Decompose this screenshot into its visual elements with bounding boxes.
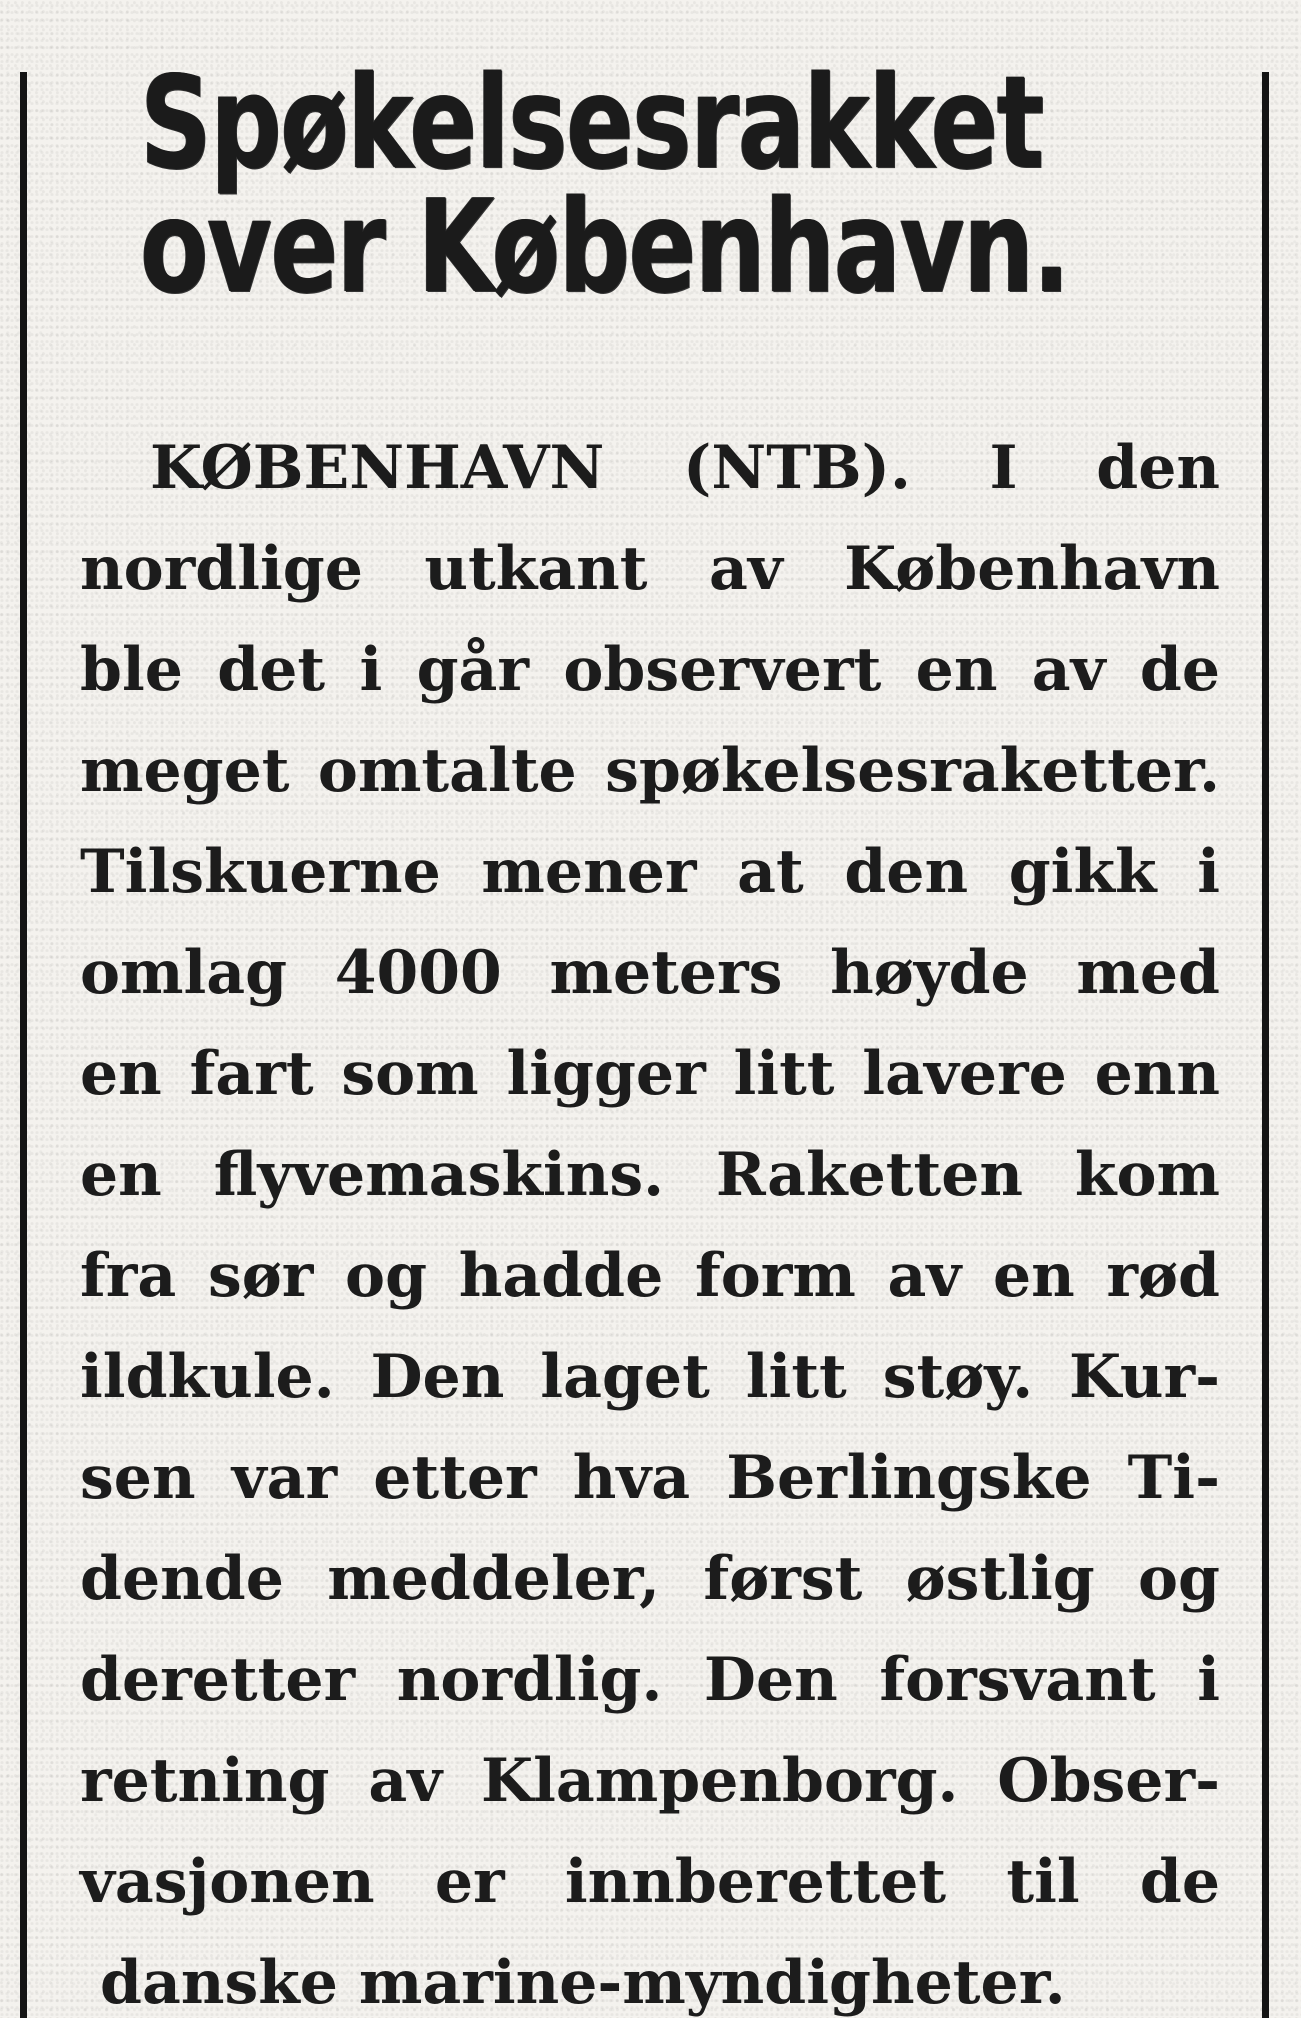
body-line: vasjonen er innberettet til de: [80, 1847, 1220, 1917]
body-line: deretter nordlig. Den forsvant i: [80, 1645, 1220, 1715]
body-line: retning av Klampenborg. Obser-: [80, 1746, 1220, 1816]
headline-line-2: over København.: [140, 173, 1069, 322]
body-line: fra sør og hadde form av en rød: [80, 1241, 1220, 1311]
column-rule-left: [20, 72, 27, 2018]
body-line: omlag 4000 meters høyde med: [80, 938, 1220, 1008]
body-line: en flyvemaskins. Raketten kom: [80, 1140, 1220, 1210]
body-line: sen var etter hva Berlingske Ti-: [80, 1443, 1220, 1513]
body-line: ble det i går observert en av de: [80, 635, 1220, 705]
body-line: en fart som ligger litt lavere enn: [80, 1039, 1220, 1109]
article-body: [80, 418, 1220, 2034]
headline-line-1: Spøkelsesrakket: [140, 49, 1043, 198]
body-line: nordlige utkant av København: [80, 534, 1220, 604]
body-line: Tilskuerne mener at den gikk i: [80, 837, 1220, 907]
body-line: dende meddeler, først østlig og: [80, 1544, 1220, 1614]
headline: [140, 49, 1069, 322]
column-rule-right: [1262, 72, 1269, 2018]
body-line: ildkule. Den laget litt støy. Kur-: [80, 1342, 1220, 1412]
body-line: KØBENHAVN (NTB). I den: [150, 433, 1220, 503]
body-line: meget omtalte spøkelsesraketter.: [80, 736, 1220, 806]
body-line: danske marine-myndigheter.: [100, 1948, 1066, 2018]
